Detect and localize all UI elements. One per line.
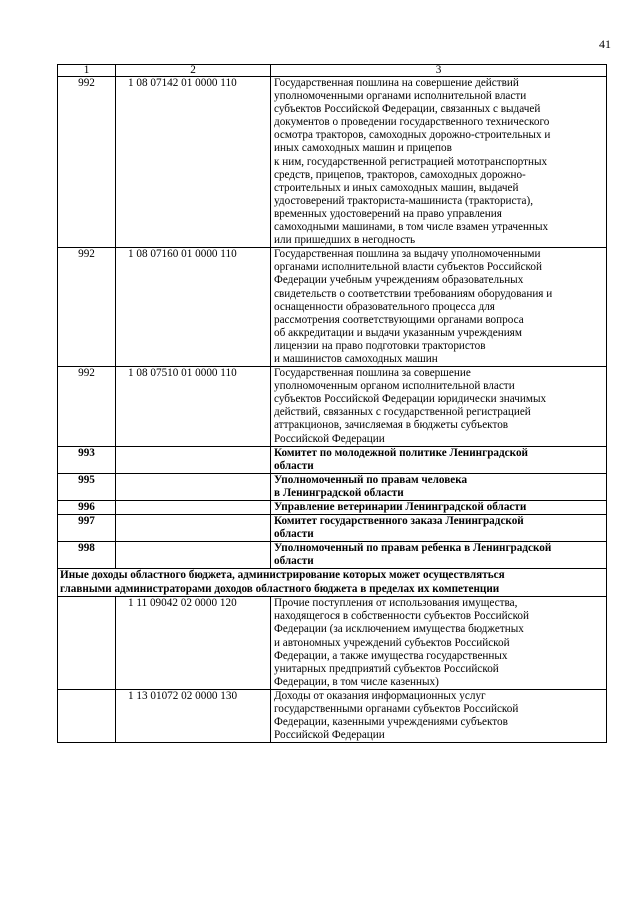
description-line: уполномоченным органом исполнительной власти (274, 380, 515, 393)
table-row (58, 446, 607, 473)
description-cell (271, 501, 607, 515)
section-header-line: Иные доходы областного бюджета, администрирование которых может осуществляться (60, 569, 505, 582)
description-line: находящегося в собственности субъектов Российской (274, 610, 530, 623)
revenue-code-cell: 1 08 07160 01 0000 110 (116, 248, 271, 367)
table-row (58, 689, 607, 742)
description-line: Комитет по молодежной политике Ленинградской (274, 446, 528, 459)
description-cell (271, 367, 607, 447)
column-number-2: 2 (116, 65, 271, 77)
revenue-code-cell (116, 542, 271, 569)
column-number-row (58, 65, 607, 77)
admin-code-cell: 992 (58, 77, 116, 248)
revenue-code-cell: 1 08 07510 01 0000 110 (116, 367, 271, 447)
description-line: к ним, государственной регистрацией мототранспортных (274, 155, 548, 168)
revenue-code-cell (116, 473, 271, 500)
description-line: области (274, 459, 314, 472)
description-cell (271, 446, 607, 473)
description-line: и машинистов самоходных машин (274, 352, 438, 365)
description-cell (271, 542, 607, 569)
description-line: Прочие поступления от использования имущества, (274, 597, 518, 610)
description-line: средств, прицепов, тракторов, самоходных дорожно- (274, 168, 526, 181)
description-cell (271, 248, 607, 367)
column-number-3: 3 (271, 65, 607, 77)
page-number: 41 (599, 37, 611, 51)
section-header-cell (58, 569, 607, 597)
description-cell (271, 689, 607, 742)
admin-code-cell (58, 597, 116, 690)
revenue-code-cell (116, 515, 271, 542)
description-cell (271, 597, 607, 690)
description-line: Доходы от оказания информационных услуг (274, 689, 486, 702)
description-line: Уполномоченный по правам ребенка в Ленинградской (274, 542, 552, 555)
description-line: Федерации (за исключением имущества бюджетных (274, 623, 524, 636)
description-line: лицензии на право подготовки трактористов (274, 339, 486, 352)
revenue-code-cell: 1 13 01072 02 0000 130 (116, 689, 271, 742)
admin-code-cell: 995 (58, 473, 116, 500)
table-row (58, 248, 607, 367)
description-cell (271, 473, 607, 500)
description-line: самоходными машинами, в том числе взамен утраченных (274, 221, 549, 234)
description-line: унитарных предприятий субъектов Российской (274, 662, 499, 675)
description-line: Российской Федерации (274, 432, 385, 445)
description-line: государственными органами субъектов Российской (274, 703, 519, 716)
description-cell (271, 515, 607, 542)
table-row (58, 367, 607, 447)
admin-code-cell: 993 (58, 446, 116, 473)
admin-code-cell: 997 (58, 515, 116, 542)
description-line: Федерации, казенными учреждениями субъектов (274, 716, 508, 729)
description-line: временных удостоверений на право управления (274, 207, 502, 220)
revenue-code-cell: 1 08 07142 01 0000 110 (116, 77, 271, 248)
section-header-line: главными администраторами доходов областного бюджета в пределах их компетенции (60, 582, 500, 595)
column-number-1: 1 (58, 65, 116, 77)
table-row (58, 473, 607, 500)
revenue-code-cell: 1 11 09042 02 0000 120 (116, 597, 271, 690)
description-line: и автономных учреждений субъектов Российской (274, 636, 510, 649)
description-line: свидетельств о соответствии требованиям оборудования и (274, 287, 553, 300)
description-line: удостоверений тракториста-машиниста (тракториста), (274, 194, 534, 207)
table-row (58, 515, 607, 542)
admin-code-cell: 996 (58, 501, 116, 515)
description-line: органами исполнительной власти субъектов Российской (274, 261, 542, 274)
description-line: Федерации, а также имущества государственных (274, 649, 508, 662)
description-line: строительных и иных самоходных машин, выдачей (274, 181, 519, 194)
description-line: Российской Федерации (274, 729, 385, 742)
admin-code-cell: 998 (58, 542, 116, 569)
description-line: области (274, 555, 314, 568)
table-body (58, 65, 607, 743)
description-line: Государственная пошлина за выдачу уполномоченными (274, 248, 541, 261)
description-line: Управление ветеринарии Ленинградской области (274, 501, 527, 513)
description-line: уполномоченными органами исполнительной власти (274, 90, 527, 103)
description-line: в Ленинградской области (274, 486, 404, 499)
description-line: субъектов Российской Федерации, связанных с выдачей (274, 103, 541, 116)
table-row (58, 77, 607, 248)
revenue-code-cell (116, 446, 271, 473)
description-line: Федерации, в том числе казенных) (274, 675, 439, 688)
description-line: оснащенности образовательного процесса для (274, 300, 495, 313)
description-line: Комитет государственного заказа Ленинградской (274, 515, 524, 528)
description-line: иных самоходных машин и прицепов (274, 142, 452, 155)
table-row (58, 501, 607, 515)
table-row (58, 542, 607, 569)
description-line: действий, связанных с государственной регистрацией (274, 406, 531, 419)
description-line: области (274, 528, 314, 541)
description-line: аттракционов, зачисляемая в бюджеты субъектов (274, 419, 509, 432)
admin-code-cell (58, 689, 116, 742)
revenue-table (57, 64, 607, 743)
description-line: осмотра тракторов, самоходных дорожно-строительных и (274, 129, 551, 142)
description-line: или пришедших в негодность (274, 234, 416, 247)
description-line: Государственная пошлина на совершение действий (274, 77, 519, 89)
description-cell (271, 77, 607, 248)
description-line: Уполномоченный по правам человека (274, 473, 468, 486)
description-line: рассмотрения соответствующими органами вопроса (274, 313, 524, 326)
revenue-code-cell (116, 501, 271, 515)
table-row (58, 597, 607, 690)
description-line: Федерации учебным учреждениям образовательных (274, 274, 524, 287)
admin-code-cell: 992 (58, 248, 116, 367)
section-header-row (58, 569, 607, 597)
description-line: Государственная пошлина за совершение (274, 367, 471, 380)
description-line: документов о проведении государственного технического (274, 116, 550, 129)
description-line: субъектов Российской Федерации юридически значимых (274, 393, 547, 406)
description-line: об аккредитации и выдачи указанным учреждениям (274, 326, 522, 339)
admin-code-cell: 992 (58, 367, 116, 447)
